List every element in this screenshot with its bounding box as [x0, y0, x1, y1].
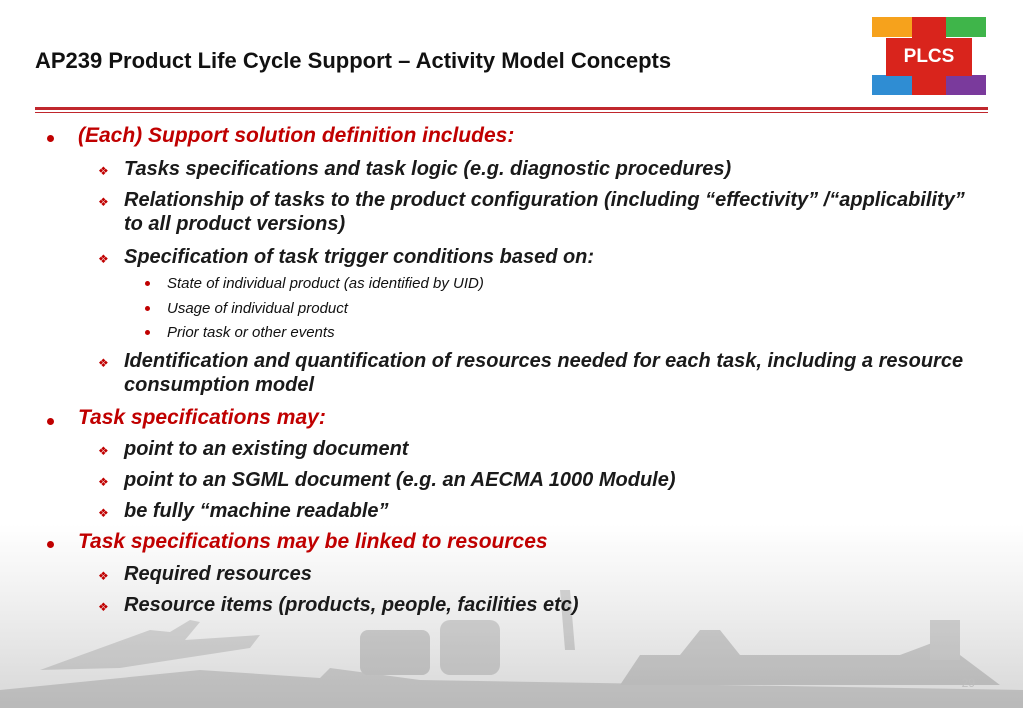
logo-text: PLCS	[903, 46, 955, 67]
bullet-dot-icon	[47, 418, 54, 425]
bullet-dot-icon	[145, 330, 150, 335]
bullet-level2: Tasks specifications and task logic (e.g. diagnostic procedures)	[124, 158, 732, 180]
bullet-level2: be fully “machine readable”	[124, 500, 389, 522]
bullet-dot-icon	[145, 281, 150, 286]
bullet-level3: State of individual product (as identified by UID)	[167, 275, 484, 292]
bullet-dot-icon	[47, 135, 54, 142]
diamond-bullet-icon: ❖	[98, 475, 109, 489]
bullet-level3: Prior task or other events	[167, 324, 335, 341]
bullet-dot-icon	[145, 306, 150, 311]
bullet-level2: Required resources	[124, 563, 312, 585]
diamond-bullet-icon: ❖	[98, 164, 109, 178]
bullet-dot-icon	[47, 541, 54, 548]
bullet-level1: (Each) Support solution definition includes:	[78, 124, 515, 147]
diamond-bullet-icon: ❖	[98, 444, 109, 458]
bullet-level1: Task specifications may:	[78, 406, 326, 429]
diamond-bullet-icon: ❖	[98, 252, 109, 266]
bullet-level1: Task specifications may be linked to resources	[78, 530, 548, 553]
diamond-bullet-icon: ❖	[98, 506, 109, 520]
diamond-bullet-icon: ❖	[98, 569, 109, 583]
bullet-level2: point to an SGML document (e.g. an AECMA 1000 Module)	[124, 469, 676, 491]
bullet-level2: point to an existing document	[124, 438, 409, 460]
diamond-bullet-icon: ❖	[98, 600, 109, 614]
page-number: 29	[961, 676, 975, 690]
bullet-level3: Usage of individual product	[167, 300, 348, 317]
bullet-level2: Specification of task trigger conditions based on:	[124, 246, 595, 268]
diamond-bullet-icon: ❖	[98, 356, 109, 370]
bullet-level2: Resource items (products, people, facilities etc)	[124, 594, 579, 616]
diamond-bullet-icon: ❖	[98, 195, 109, 209]
page-title: AP239 Product Life Cycle Support – Activity Model Concepts	[35, 48, 672, 73]
bullet-level2: Identification and quantification of resources needed for each task, including a resource consumption model	[124, 350, 964, 396]
bullet-level2: Relationship of tasks to the product configuration (including “effectivity” /“applicability” to all product versions)	[124, 189, 965, 235]
